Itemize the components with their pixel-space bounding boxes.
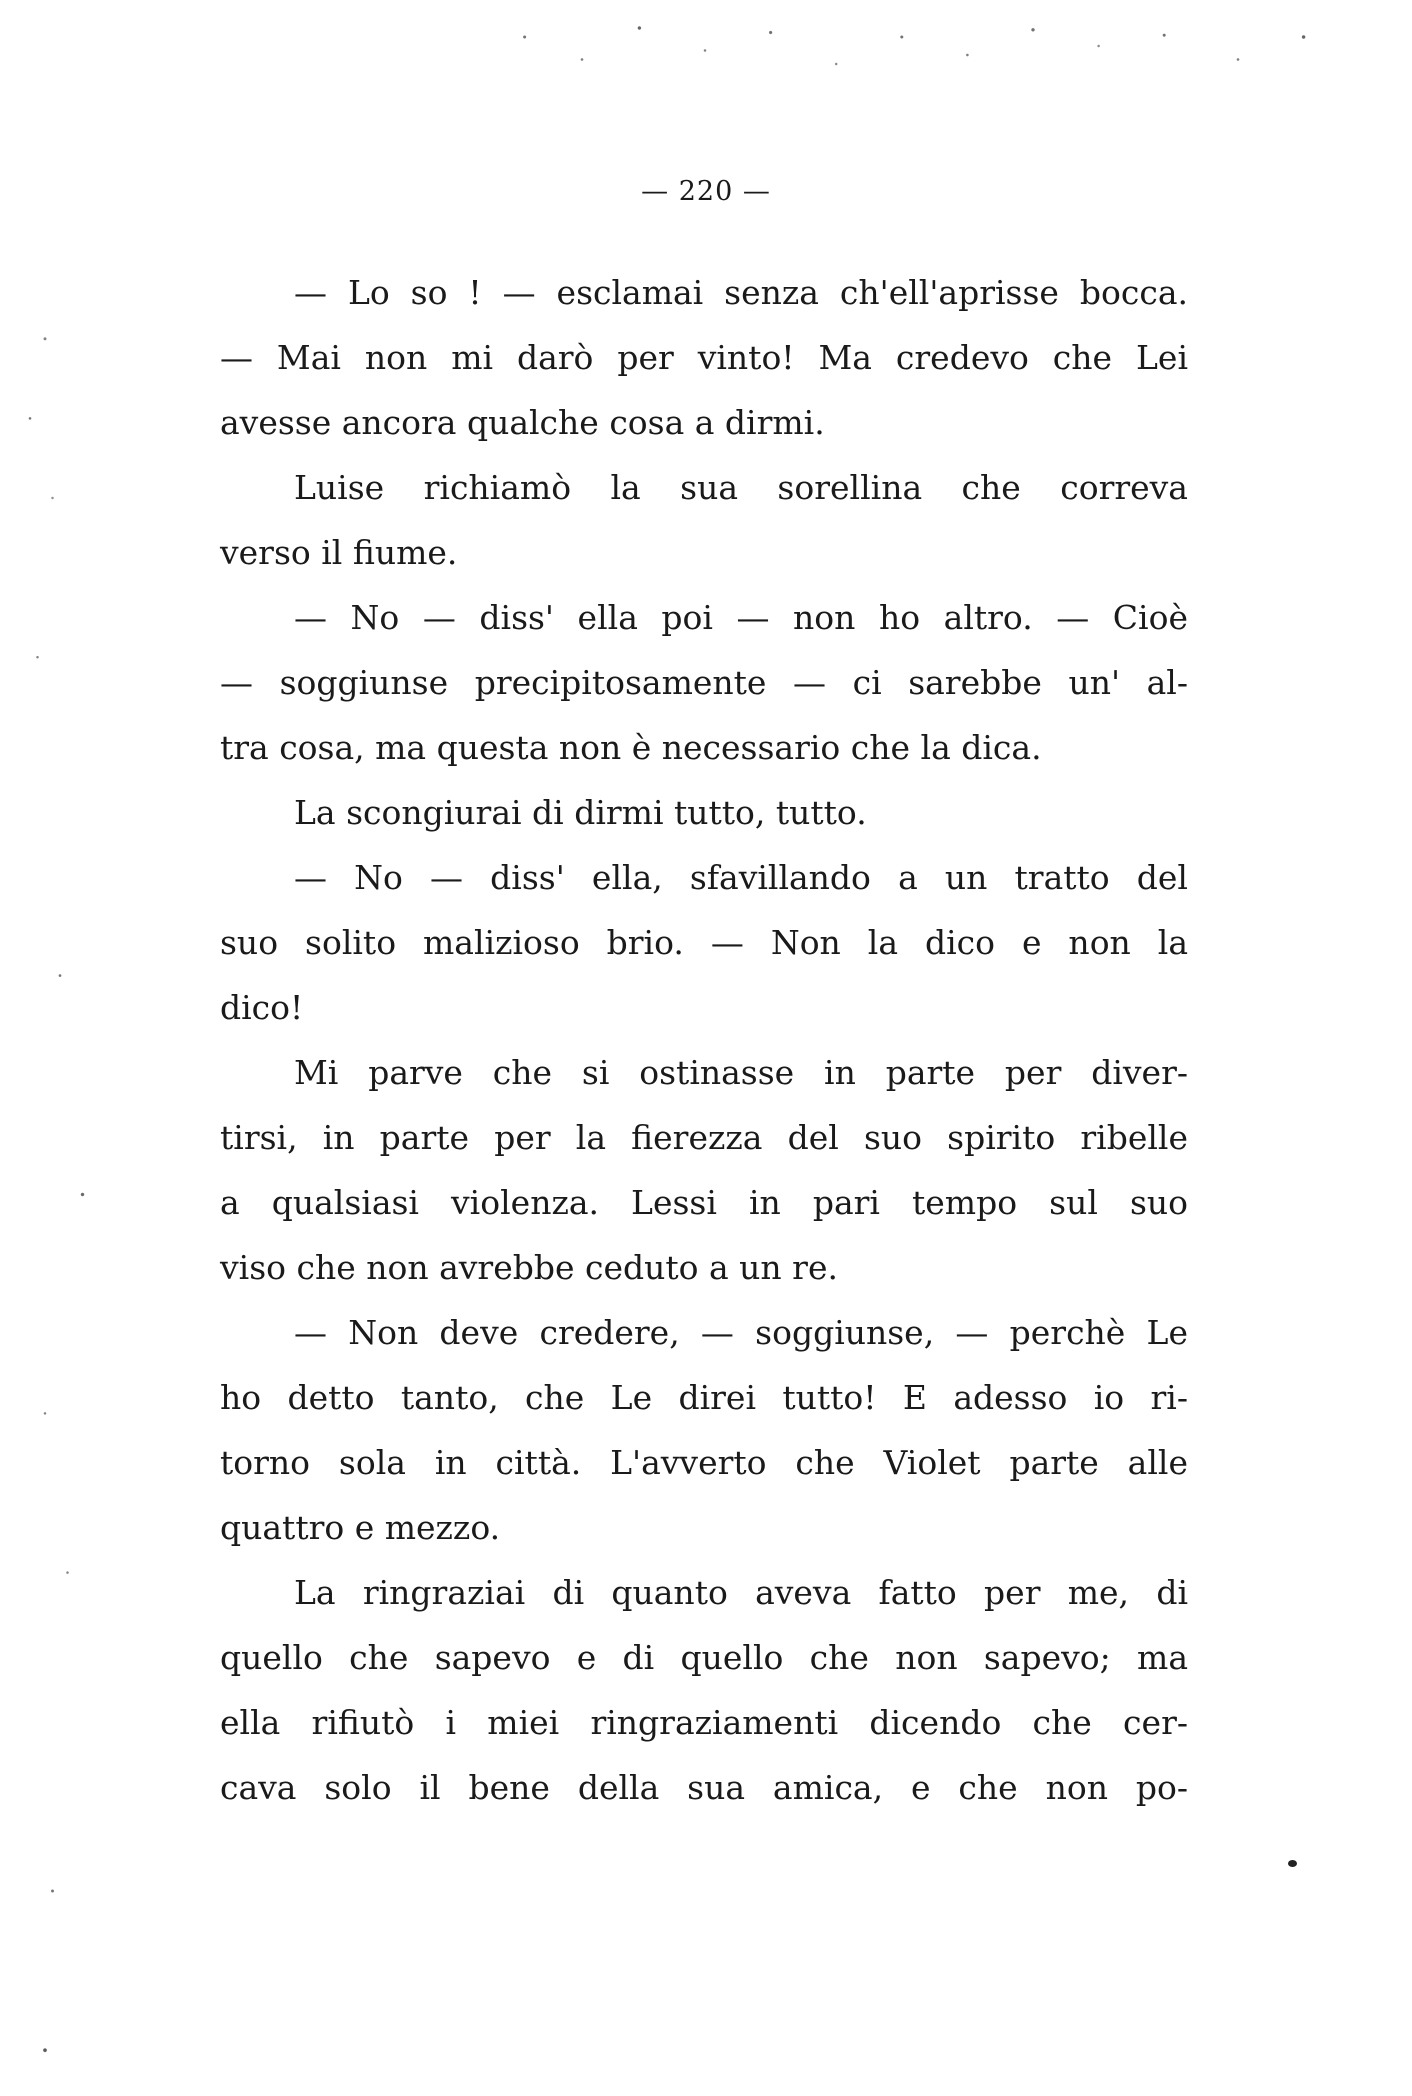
scan-noise-top xyxy=(500,10,1320,100)
scan-dot xyxy=(1288,1860,1297,1867)
text-line: dico! xyxy=(220,988,304,1027)
text-line: quello che sapevo e di quello che non sapevo; ma xyxy=(220,1638,1188,1677)
text-line: ho detto tanto, che Le direi tutto! E adesso io ri- xyxy=(220,1378,1188,1417)
text-line: La scongiurai di dirmi tutto, tutto. xyxy=(294,793,867,832)
text-line: ella rifiutò i miei ringraziamenti dicendo che cer- xyxy=(220,1703,1188,1742)
text-line: La ringraziai di quanto aveva fatto per me, di xyxy=(294,1573,1188,1612)
text-line: avesse ancora qualche cosa a dirmi. xyxy=(220,403,825,442)
scan-noise-left-margin xyxy=(0,100,150,2090)
text-line: — Non deve credere, — soggiunse, — perchè Le xyxy=(294,1313,1188,1352)
text-line: tirsi, in parte per la fierezza del suo spirito ribelle xyxy=(220,1118,1188,1157)
text-line: verso il fiume. xyxy=(220,533,458,572)
text-line: Mi parve che si ostinasse in parte per diver- xyxy=(294,1053,1188,1092)
text-line: tra cosa, ma questa non è necessario che la dica. xyxy=(220,728,1042,767)
page-number: — 220 — xyxy=(641,176,771,207)
text-line: suo solito malizioso brio. — Non la dico e non la xyxy=(220,923,1188,962)
text-line: a qualsiasi violenza. Lessi in pari tempo sul suo xyxy=(220,1183,1188,1222)
text-line: — No — diss' ella poi — non ho altro. — Cioè xyxy=(294,598,1188,637)
text-line: — Lo so ! — esclamai senza ch'ell'aprisse bocca. xyxy=(294,273,1188,312)
body-text xyxy=(220,260,1188,1820)
text-line: — soggiunse precipitosamente — ci sarebbe un' al- xyxy=(220,663,1188,702)
text-line: cava solo il bene della sua amica, e che non po- xyxy=(220,1768,1188,1807)
text-line: — No — diss' ella, sfavillando a un tratto del xyxy=(294,858,1188,897)
text-line: quattro e mezzo. xyxy=(220,1508,501,1547)
text-line: — Mai non mi darò per vinto! Ma credevo che Lei xyxy=(220,338,1188,377)
text-line: viso che non avrebbe ceduto a un re. xyxy=(220,1248,838,1287)
text-line: Luise richiamò la sua sorellina che correva xyxy=(294,468,1188,507)
text-line: torno sola in città. L'avverto che Violet parte alle xyxy=(220,1443,1188,1482)
